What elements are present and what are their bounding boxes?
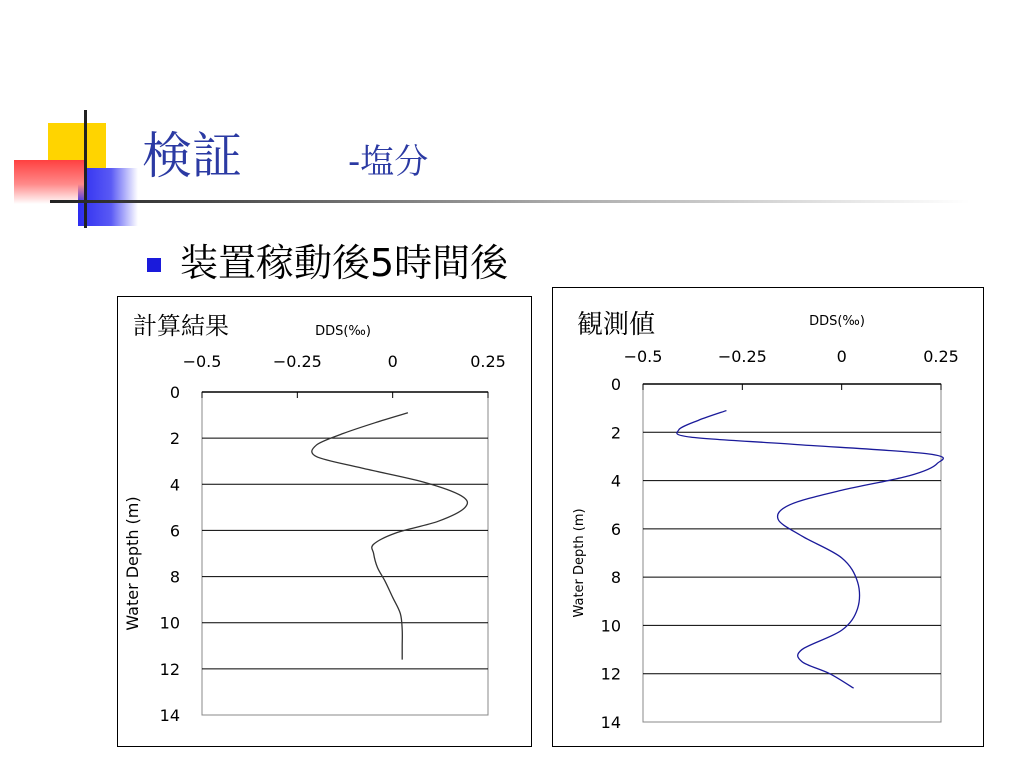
y-tick-label: 4 <box>610 471 621 491</box>
y-tick-label: 4 <box>169 475 180 495</box>
y-axis-label: Water Depth (m) <box>572 508 587 618</box>
y-tick-label: 8 <box>169 567 180 587</box>
chart-panel-calculation <box>117 296 532 747</box>
slide-subtitle: -塩分 <box>348 142 429 182</box>
chart-observation <box>553 288 983 746</box>
x-tick-label: −0.25 <box>272 352 322 371</box>
chart-calculation <box>118 297 531 746</box>
x-tick-label: 0.25 <box>923 347 959 366</box>
y-tick-label: 10 <box>600 616 621 636</box>
x-axis-label: DDS(‰) <box>315 324 371 339</box>
y-tick-label: 8 <box>610 568 621 588</box>
y-tick-label: 6 <box>610 519 621 539</box>
y-tick-label: 12 <box>600 664 621 684</box>
x-tick-label: −0.5 <box>182 352 222 371</box>
slide-title: 検証 <box>142 127 242 185</box>
x-tick-label: 0.25 <box>470 352 506 371</box>
title-underline <box>50 200 970 203</box>
x-tick-label: 0 <box>387 352 398 371</box>
x-tick-label: 0 <box>836 347 847 366</box>
panel-title: 計算結果 <box>133 312 229 340</box>
decor-red-square <box>14 160 86 204</box>
bullet-square-icon <box>147 258 161 272</box>
plot-area <box>643 384 941 722</box>
y-tick-label: 14 <box>600 713 621 732</box>
y-tick-label: 6 <box>169 521 180 541</box>
series-line <box>677 411 943 689</box>
plot-area <box>202 392 488 715</box>
panel-title: 観測値 <box>577 310 656 340</box>
decor-blue-square <box>78 168 138 226</box>
x-tick-label: −0.5 <box>623 347 663 366</box>
bullet-text: 装置稼動後5時間後 <box>180 241 509 285</box>
y-tick-label: 12 <box>159 659 180 679</box>
y-tick-label: 10 <box>159 613 180 633</box>
chart-panel-observation <box>552 287 984 747</box>
y-tick-label: 0 <box>169 383 180 402</box>
y-tick-label: 0 <box>610 375 621 394</box>
y-tick-label: 2 <box>169 429 180 449</box>
y-axis-label: Water Depth (m) <box>123 496 142 631</box>
x-tick-label: −0.25 <box>717 347 767 366</box>
x-axis-label: DDS(‰) <box>809 314 865 329</box>
y-tick-label: 2 <box>610 423 621 443</box>
decor-vertical-line <box>84 110 87 228</box>
y-tick-label: 14 <box>159 706 180 725</box>
